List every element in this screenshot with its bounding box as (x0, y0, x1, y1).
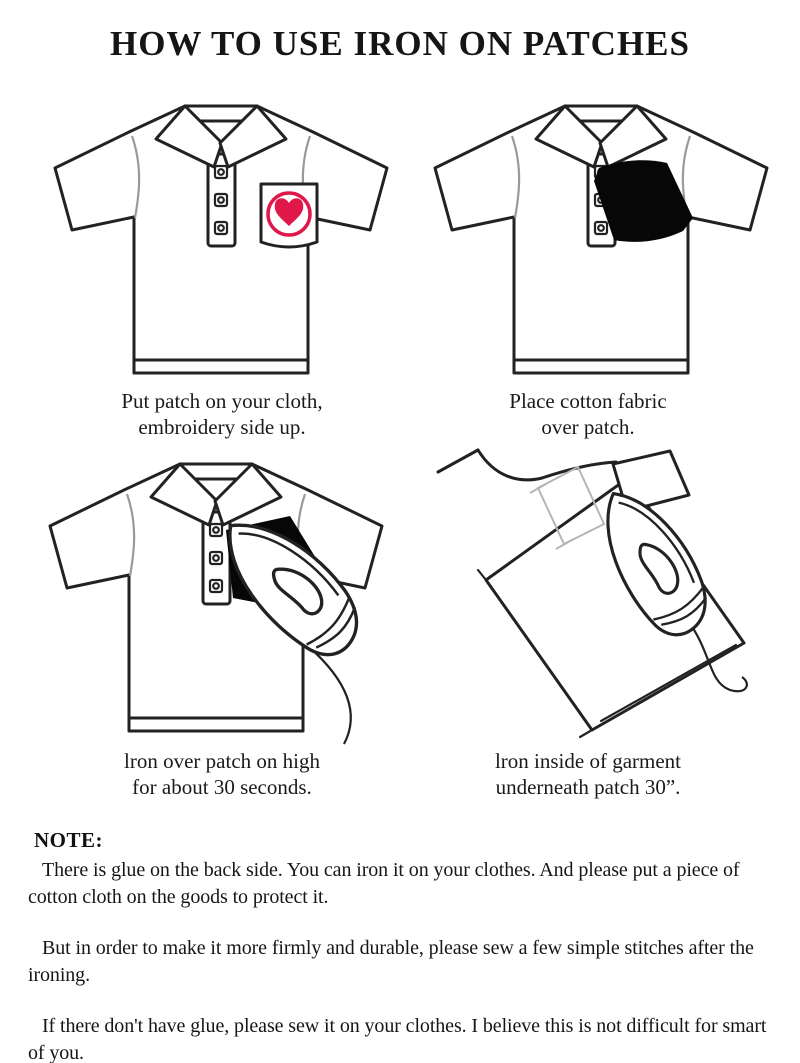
caption-line: embroidery side up. (138, 415, 306, 439)
note-paragraph-3: If there don't have glue, please sew it on your clothes. I believe this is not difficult for smart of you. (28, 1015, 767, 1063)
page-title: HOW TO USE IRON ON PATCHES (110, 24, 690, 63)
note-heading: NOTE: (34, 828, 104, 852)
caption-line: Place cotton fabric (509, 389, 667, 413)
polo-shirt-icon (55, 106, 387, 373)
step-4-caption (413, 748, 763, 800)
step-2-caption (413, 388, 763, 440)
caption-line: Put patch on your cloth, (121, 389, 323, 413)
note-paragraph-1: There is glue on the back side. You can iron it on your clothes. And please put a piece of cotton cloth on the goods to protect it. (28, 859, 740, 908)
step-1-illustration (35, 90, 395, 390)
caption-line: underneath patch 30”. (495, 775, 681, 799)
note-paragraph-2: But in order to make it more firmly and durable, please sew a few simple stitches after the ironing. (28, 937, 754, 986)
caption-line: lron over patch on high (124, 749, 320, 773)
step-2-illustration (415, 90, 775, 390)
step-4-illustration (420, 438, 780, 750)
note-section (28, 828, 776, 1063)
caption-line: over patch. (541, 415, 635, 439)
caption-line: lron inside of garment (494, 749, 682, 773)
step-1-caption (47, 388, 397, 440)
caption-line: for about 30 seconds. (132, 775, 312, 799)
heart-patch-icon (261, 184, 317, 247)
step-3-caption (47, 748, 397, 800)
polo-shirt-icon (435, 106, 767, 373)
step-3-illustration (30, 448, 395, 748)
iron-cord-line (308, 646, 351, 744)
